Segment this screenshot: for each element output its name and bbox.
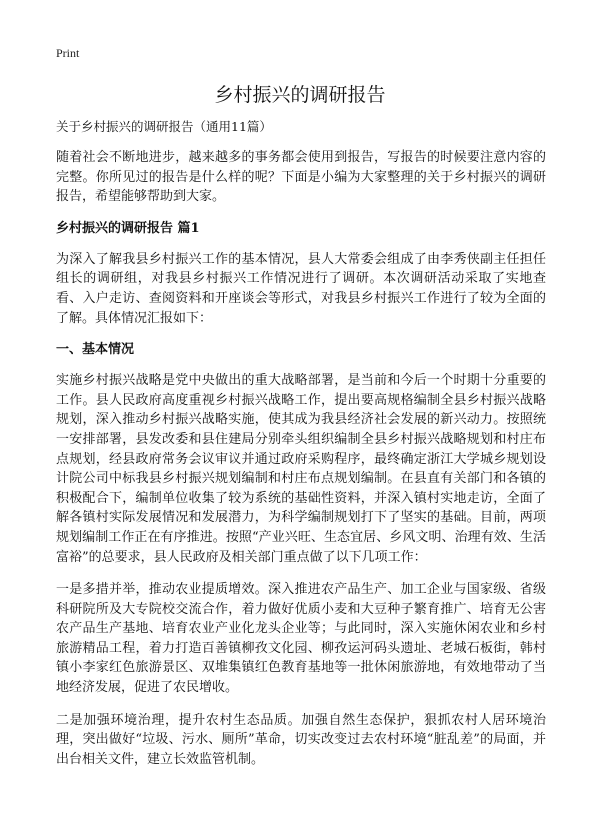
print-link[interactable]: Print xyxy=(56,46,80,60)
section-heading-basic: 一、基本情况 xyxy=(56,342,135,358)
document-body xyxy=(56,118,546,782)
intro-paragraph: 随着社会不断地进步，越来越多的事务都会使用到报告，写报告的时候要注意内容的完整。你所见过的报告是什么样的呢？下面是小编为大家整理的关于乡村振兴的调研报告，希望能够帮助到大家。 xyxy=(56,150,546,205)
item-paragraph-agriculture: 一是多措并举，推动农业提质增效。深入推进农产品生产、加工企业与国家级、省级科研院所及大专院校交流合作，着力做好优质小麦和大豆种子繁育推广、培育无公害农产品生产基地、培育农业产业化龙头企业等；与此同时，深入实施休闲农业和乡村旅游精品工程，着力打造百善镇柳孜文化园、柳孜运河码头遗址、老城石板街，韩村镇小李家红色旅游景区、双堆集镇红色教育基地等一批休闲旅游地，有效地带动了当地经济发展，促进了农民增收。 xyxy=(56,582,546,696)
article-intro-paragraph: 为深入了解我县乡村振兴工作的基本情况，县人大常委会组成了由李秀侠副主任担任组长的调研组，对我县乡村振兴工作情况进行了调研。本次调研活动采取了实地查看、入户走访、查阅资料和开座谈会等形式，对我县乡村振兴工作进行了较为全面的了解。具体情况汇报如下： xyxy=(56,251,546,326)
section-paragraph-basic: 实施乡村振兴战略是党中央做出的重大战略部署，是当前和今后一个时期十分重要的工作。县人民政府高度重视乡村振兴战略工作，提出要高规格编制全县乡村振兴战略规划，深入推动乡村振兴战略实施，使其成为我县经济社会发展的新兴动力。按照统一安排部署，县发改委和县住建局分别牵头组织编制全县乡村振兴战略规划和村庄布点规划，经县政府常务会议审议并通过政府采购程序，最终确定浙江大学城乡规划设计院公司中标我县乡村振兴规划编制和村庄布点规划编制。在县直有关部门和各镇的积极配合下，编制单位收集了较为系统的基础性资料，并深入镇村实地走访，全面了解各镇村实际发展情况和发展潜力，为科学编制规划打下了坚实的基础。目前，两项规划编制工作正在有序推进。按照“产业兴旺、生态宜居、乡风文明、治理有效、生活富裕”的总要求，县人民政府及相关部门重点做了以下几项工作： xyxy=(56,373,546,565)
item-paragraph-environment: 二是加强环境治理，提升农村生态品质。加强自然生态保护，狠抓农村人居环境治理，突出做好“垃圾、污水、厕所”革命，切实改变过去农村环境“脏乱差”的局面，并出台相关文件，建立长效监管机制。 xyxy=(56,712,546,767)
document-subtitle: 关于乡村振兴的调研报告（通用11篇） xyxy=(56,119,272,134)
article-heading: 乡村振兴的调研报告 篇1 xyxy=(56,220,200,236)
page-title: 乡村振兴的调研报告 xyxy=(214,84,386,106)
